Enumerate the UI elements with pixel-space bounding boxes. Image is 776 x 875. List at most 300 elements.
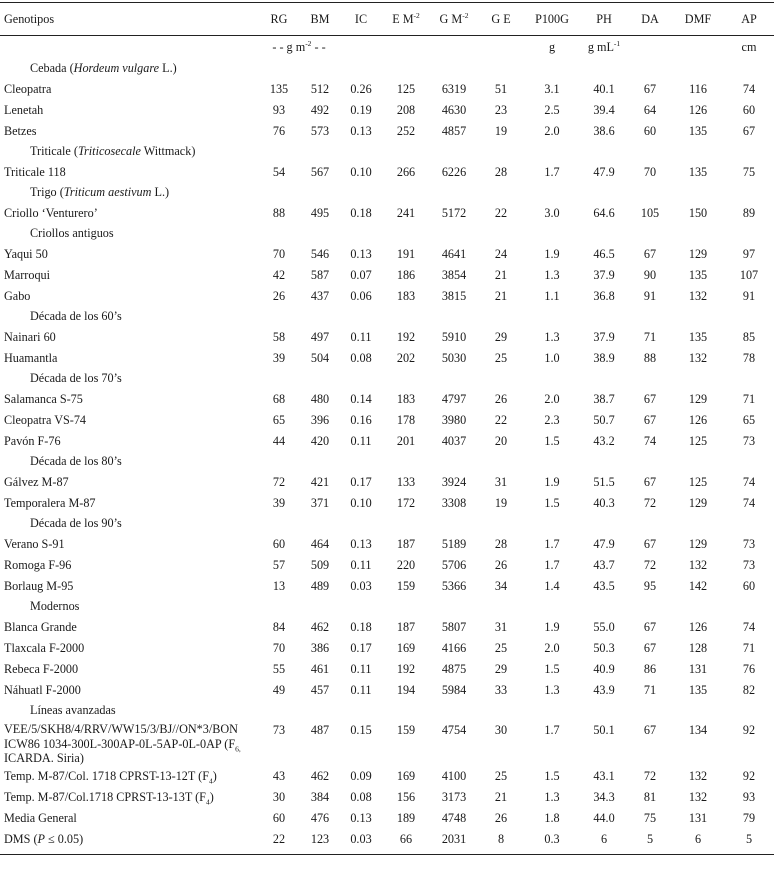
table-cell: 150 (688, 205, 708, 220)
table-cell: 107 (739, 267, 759, 282)
table-cell: 1.7 (544, 723, 560, 737)
unit-cm: cm (741, 40, 757, 54)
unit-g: g (548, 40, 556, 54)
group-label: Modernos (30, 599, 80, 613)
group-label: Década de los 90’s (30, 516, 122, 530)
table-cell: 71 (742, 640, 756, 655)
table-cell: 159 (396, 578, 416, 593)
table-cell: 497 (310, 329, 330, 344)
table-cell: 36.8 (593, 288, 615, 303)
table-cell: 74 (742, 474, 756, 489)
table-cell: 29 (494, 329, 508, 344)
table-cell: 546 (310, 246, 330, 261)
table-cell: 47.9 (593, 536, 615, 551)
table-cell: 3173 (441, 790, 467, 804)
table-cell: 84 (272, 619, 286, 634)
group-header-row (0, 368, 774, 388)
table-cell: 39 (272, 350, 286, 365)
group-header-row (0, 58, 774, 78)
table-cell: 67 (643, 246, 657, 261)
table-cell: 2.0 (544, 123, 560, 138)
table-cell: 135 (688, 682, 708, 697)
table-cell: 22 (494, 412, 508, 427)
genotype-name: Temporalera M-87 (4, 495, 96, 510)
table-cell: 125 (396, 81, 416, 96)
table-cell: 6226 (441, 164, 467, 179)
table-cell: 5030 (441, 350, 467, 365)
table-cell: 74 (742, 81, 756, 96)
table-cell: 67 (643, 412, 657, 427)
table-cell: 43.2 (593, 433, 615, 448)
header-row (0, 3, 774, 36)
genotype-name: Media General (4, 811, 77, 825)
table-cell: 187 (396, 536, 416, 551)
table-cell: 93 (742, 790, 756, 804)
table-cell: 60 (742, 578, 756, 593)
table-row (0, 388, 774, 409)
table-cell: 75 (742, 164, 756, 179)
table-cell: 4797 (441, 391, 467, 406)
table-cell: 30 (494, 723, 508, 737)
genotype-name: Náhuatl F-2000 (4, 682, 81, 697)
table-cell: 437 (310, 288, 330, 303)
table-cell: 186 (396, 267, 416, 282)
group-header-row (0, 700, 774, 720)
table-row (0, 787, 774, 808)
table-cell: 133 (396, 474, 416, 489)
table-row (0, 766, 774, 787)
table-cell: 0.11 (350, 329, 372, 344)
table-cell: 65 (272, 412, 286, 427)
table-cell: 573 (310, 123, 330, 138)
table-cell: 43.1 (593, 769, 615, 783)
table-cell: 31 (494, 619, 508, 634)
group-label: Trigo (Triticum aestivum L.) (30, 185, 170, 199)
table-cell: 91 (742, 288, 756, 303)
table-cell: 72 (643, 495, 657, 510)
group-header-row (0, 182, 774, 202)
table-cell: 0.11 (350, 682, 372, 697)
table-cell: 67 (643, 81, 657, 96)
table-cell: 40.1 (593, 81, 615, 96)
table-row (0, 243, 774, 264)
table-cell: 43.5 (593, 578, 615, 593)
table-row (0, 202, 774, 223)
table-cell: 37.9 (593, 267, 615, 282)
table-cell: 55.0 (593, 619, 615, 634)
table-cell: 25 (494, 350, 508, 365)
genotype-name: Lenetah (4, 102, 44, 117)
group-label: Líneas avanzadas (30, 703, 116, 717)
table-cell: 47.9 (593, 164, 615, 179)
table-cell: 13 (272, 578, 286, 593)
table-cell: 23 (494, 102, 508, 117)
table-row (0, 533, 774, 554)
table-cell: 183 (396, 288, 416, 303)
table-cell: 50.7 (593, 412, 615, 427)
table-cell: 192 (396, 329, 416, 344)
table-cell: 421 (310, 474, 330, 489)
table-cell: 43.7 (593, 557, 615, 572)
genotype-name: Cleopatra VS-74 (4, 412, 87, 427)
table-cell: 3.0 (544, 205, 560, 220)
table-row (0, 347, 774, 368)
table-cell: 172 (396, 495, 416, 510)
table-cell: 1.1 (544, 288, 560, 303)
table-cell: 0.06 (350, 288, 372, 303)
table-cell: 33 (494, 682, 508, 697)
table-cell: 73 (272, 723, 286, 737)
table-cell: 252 (396, 123, 416, 138)
genotype-name: Borlaug M-95 (4, 578, 74, 593)
table-cell: 93 (272, 102, 286, 117)
table-cell: 71 (643, 682, 657, 697)
group-header-row (0, 596, 774, 616)
genotype-name: Marroqui (4, 267, 51, 282)
table-cell: 1.9 (544, 619, 560, 634)
table-cell: 464 (310, 536, 330, 551)
table-cell: 1.7 (544, 164, 560, 179)
table-cell: 21 (494, 790, 508, 804)
table-cell: 54 (272, 164, 286, 179)
table-cell: 60 (272, 811, 286, 825)
table-cell: 19 (494, 495, 508, 510)
table-cell: 5 (724, 829, 774, 855)
table-cell: 116 (689, 81, 707, 96)
table-cell: 51 (494, 81, 508, 96)
table-row (0, 637, 774, 658)
table-cell: 0.26 (350, 81, 372, 96)
table-cell: 50.3 (593, 640, 615, 655)
table-row (0, 492, 774, 513)
table-cell: 4748 (441, 811, 467, 825)
table-cell: 0.18 (350, 619, 372, 634)
table-cell: 43.9 (593, 682, 615, 697)
table-cell: 22 (258, 829, 300, 855)
table-cell: 201 (396, 433, 416, 448)
col-header-ph: PH (580, 3, 628, 36)
table-cell: 202 (396, 350, 416, 365)
table-cell: 4857 (441, 123, 467, 138)
table-cell: 135 (688, 267, 708, 282)
table-cell: 97 (742, 246, 756, 261)
table-cell: 22 (494, 205, 508, 220)
table-cell: 50.1 (593, 723, 615, 737)
table-cell: 220 (396, 557, 416, 572)
table-cell: 76 (272, 123, 286, 138)
table-cell: 39.4 (593, 102, 615, 117)
table-cell: 192 (396, 661, 416, 676)
table-cell: 71 (643, 329, 657, 344)
table-cell: 125 (688, 433, 708, 448)
table-cell: 4875 (441, 661, 467, 676)
table-cell: 159 (396, 723, 416, 737)
table-cell: 74 (742, 495, 756, 510)
table-cell: 132 (688, 350, 708, 365)
table-cell: 420 (310, 433, 330, 448)
table-cell: 34 (494, 578, 508, 593)
table-cell: 131 (688, 661, 708, 676)
table-cell: 3980 (441, 412, 467, 427)
table-cell: 0.08 (350, 790, 372, 804)
table-cell: 0.11 (350, 557, 372, 572)
table-cell: 129 (688, 536, 708, 551)
table-cell: 64.6 (593, 205, 615, 220)
table-cell: 1.7 (544, 557, 560, 572)
table-cell: 95 (643, 578, 657, 593)
table-cell: 78 (742, 350, 756, 365)
table-row (0, 658, 774, 679)
table-cell: 125 (688, 474, 708, 489)
table-cell: 126 (688, 412, 708, 427)
unit-g-m2: - - g $m^{-2}$ - - (272, 38, 326, 54)
genotype-name: DMS (P ≤ 0.05) (0, 829, 258, 855)
table-cell: 29 (494, 661, 508, 676)
group-label: Criollos antiguos (30, 226, 114, 240)
col-header-dmf: DMF (672, 3, 724, 36)
table-cell: 88 (643, 350, 657, 365)
table-cell: 66 (382, 829, 430, 855)
group-header-row (0, 141, 774, 161)
table-cell: 20 (494, 433, 508, 448)
group-label: Triticale (Triticosecale Wittmack) (30, 144, 196, 158)
table-cell: 25 (494, 640, 508, 655)
table-cell: 105 (640, 205, 660, 220)
table-row (0, 430, 774, 451)
table-cell: 55 (272, 661, 286, 676)
table-cell: 129 (688, 495, 708, 510)
table-cell: 58 (272, 329, 286, 344)
genotype-name: Rebeca F-2000 (4, 661, 79, 676)
table-cell: 4100 (441, 769, 467, 783)
table-cell: 156 (396, 790, 416, 804)
table-cell: 68 (272, 391, 286, 406)
table-row (0, 720, 774, 766)
table-cell: 38.7 (593, 391, 615, 406)
table-cell: 30 (272, 790, 286, 804)
group-label: Década de los 70’s (30, 371, 122, 385)
table-cell: 457 (310, 682, 330, 697)
table-cell: 5172 (441, 205, 467, 220)
table-cell: 72 (272, 474, 286, 489)
table-cell: 6319 (441, 81, 467, 96)
table-cell: 132 (688, 288, 708, 303)
col-header-ge: G E (478, 3, 524, 36)
genotype-name: Cleopatra (4, 81, 52, 96)
table-cell: 2.0 (544, 391, 560, 406)
table-cell: 34.3 (593, 790, 615, 804)
table-cell: 67 (643, 391, 657, 406)
table-cell: 1.7 (544, 536, 560, 551)
genotype-name: Romoga F-96 (4, 557, 72, 572)
col-header-bm: BM (300, 3, 340, 36)
unit-g-ml: g $mL^{-1}$ (587, 38, 621, 54)
table-cell: 5189 (441, 536, 467, 551)
table-cell: 5 (628, 829, 672, 855)
table-cell: 21 (494, 267, 508, 282)
table-cell: 60 (643, 123, 657, 138)
table-cell: 28 (494, 536, 508, 551)
table-cell: 82 (742, 682, 756, 697)
table-cell: 0.13 (350, 536, 372, 551)
table-row (0, 808, 774, 829)
group-header-row (0, 223, 774, 243)
table-cell: 3854 (441, 267, 467, 282)
col-header-da: DA (628, 3, 672, 36)
table-cell: 191 (396, 246, 416, 261)
table-cell: 0.13 (350, 811, 372, 825)
table-cell: 76 (742, 661, 756, 676)
table-cell: 476 (310, 811, 330, 825)
genotype-name: Temp. M-87/Col. 1718 CPRST-13-12T $(F_4)$ (4, 769, 217, 786)
table-cell: 169 (396, 769, 416, 783)
genotype-name: Salamanca S-75 (4, 391, 83, 406)
genotype-name: Gálvez M-87 (4, 474, 69, 489)
table-cell: 38.6 (593, 123, 615, 138)
table-cell: 67 (643, 619, 657, 634)
table-cell: 79 (742, 811, 756, 825)
table-cell: 40.3 (593, 495, 615, 510)
table-cell: 37.9 (593, 329, 615, 344)
table-cell: 0.11 (350, 661, 372, 676)
table-cell: 512 (310, 81, 330, 96)
table-row (0, 264, 774, 285)
table-cell: 21 (494, 288, 508, 303)
table-cell: 60 (742, 102, 756, 117)
table-cell: 4037 (441, 433, 467, 448)
table-cell: 74 (742, 619, 756, 634)
table-cell: 73 (742, 433, 756, 448)
table-row (0, 285, 774, 306)
table-row (0, 99, 774, 120)
table-cell: 0.13 (350, 246, 372, 261)
table-cell: 92 (742, 723, 756, 737)
table-cell: 5706 (441, 557, 467, 572)
table-cell: 70 (272, 246, 286, 261)
table-cell: 60 (272, 536, 286, 551)
table-cell: 85 (742, 329, 756, 344)
table-cell: 129 (688, 391, 708, 406)
table-cell: 0.09 (350, 769, 372, 783)
table-cell: 1.5 (544, 661, 560, 676)
table-cell: 4754 (441, 723, 467, 737)
table-cell: 1.9 (544, 246, 560, 261)
table-cell: 73 (742, 536, 756, 551)
table-cell: 67 (643, 723, 657, 737)
group-label: Década de los 60’s (30, 309, 122, 323)
table-cell: 75 (643, 811, 657, 825)
table-cell: 1.3 (544, 790, 560, 804)
table-cell: 132 (688, 769, 708, 783)
table-cell: 5910 (441, 329, 467, 344)
table-cell: 189 (396, 811, 416, 825)
table-cell: 187 (396, 619, 416, 634)
genotype-name: VEE/5/SKH8/4/RRV/WW15/3/BJ//ON*3/BON ICW86 1034-300L-300AP-0L-5AP-0L-0AP ($F_{6,}$ ICARDA. Siria) (4, 722, 241, 765)
col-header-ap: AP (724, 3, 774, 36)
table-cell: 134 (688, 723, 708, 737)
table-cell: 19 (494, 123, 508, 138)
table-cell: 40.9 (593, 661, 615, 676)
table-cell: 3308 (441, 495, 467, 510)
genotype-name: Verano S-91 (4, 536, 65, 551)
table-cell: 1.3 (544, 267, 560, 282)
table-cell: 178 (396, 412, 416, 427)
genotype-name: Yaqui 50 (4, 246, 48, 261)
table-cell: 208 (396, 102, 416, 117)
table-cell: 1.5 (544, 769, 560, 783)
table-cell: 2.0 (544, 640, 560, 655)
table-cell: 1.3 (544, 682, 560, 697)
genotype-name: Gabo (4, 288, 31, 303)
table-cell: 567 (310, 164, 330, 179)
table-cell: 65 (742, 412, 756, 427)
table-cell: 0.15 (350, 723, 372, 737)
table-cell: 0.3 (524, 829, 580, 855)
table-cell: 4630 (441, 102, 467, 117)
table-cell: 92 (742, 769, 756, 783)
table-cell: 28 (494, 164, 508, 179)
table-cell: 2031 (430, 829, 478, 855)
table-cell: 91 (643, 288, 657, 303)
table-cell: 462 (310, 619, 330, 634)
table-cell: 0.03 (340, 829, 382, 855)
group-header-row (0, 451, 774, 471)
table-row (0, 616, 774, 637)
table-cell: 5984 (441, 682, 467, 697)
table-cell: 57 (272, 557, 286, 572)
table-cell: 70 (643, 164, 657, 179)
table-row (0, 161, 774, 182)
table-cell: 131 (688, 811, 708, 825)
table-cell: 132 (688, 557, 708, 572)
table-cell: 126 (688, 619, 708, 634)
table-cell: 169 (396, 640, 416, 655)
genotype-name: Tlaxcala F-2000 (4, 640, 85, 655)
group-label: Cebada (Hordeum vulgare L.) (30, 61, 177, 75)
genotype-name: Huamantla (4, 350, 58, 365)
table-cell: 4166 (441, 640, 467, 655)
table-cell: 4641 (441, 246, 467, 261)
table-cell: 495 (310, 205, 330, 220)
genotype-name: Blanca Grande (4, 619, 77, 634)
units-row (0, 36, 774, 59)
table-cell: 43 (272, 769, 286, 783)
table-cell: 2.5 (544, 102, 560, 117)
table-cell: 135 (688, 164, 708, 179)
table-cell: 6 (672, 829, 724, 855)
table-cell: 67 (643, 640, 657, 655)
table-row (0, 409, 774, 430)
table-row (0, 326, 774, 347)
table-cell: 0.18 (350, 205, 372, 220)
table-cell: 128 (688, 640, 708, 655)
table-cell: 1.0 (544, 350, 560, 365)
table-row (0, 554, 774, 575)
table-cell: 123 (300, 829, 340, 855)
table-cell: 126 (688, 102, 708, 117)
table-cell: 0.08 (350, 350, 372, 365)
table-cell: 5807 (441, 619, 467, 634)
table-cell: 0.07 (350, 267, 372, 282)
table-cell: 25 (494, 769, 508, 783)
table-cell: 135 (688, 329, 708, 344)
table-cell: 142 (688, 578, 708, 593)
table-cell: 26 (272, 288, 286, 303)
table-cell: 371 (310, 495, 330, 510)
table-cell: 88 (272, 205, 286, 220)
data-table (0, 2, 774, 855)
col-header-ic: IC (340, 3, 382, 36)
